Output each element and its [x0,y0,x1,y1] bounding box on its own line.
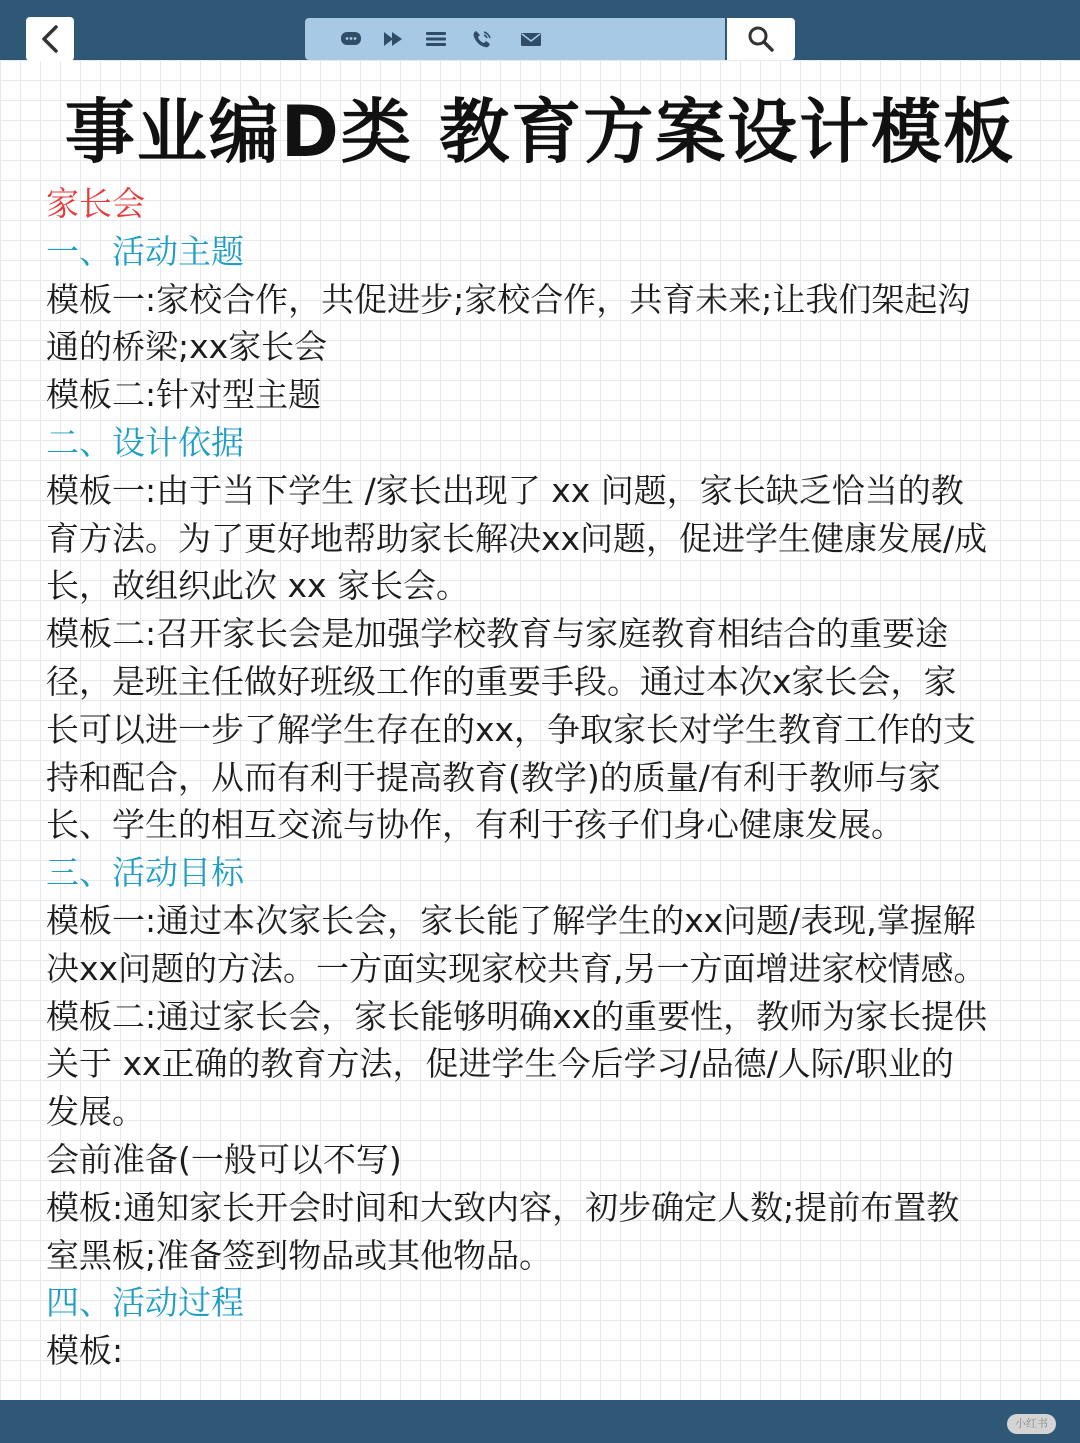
body-text-line: 长可以进一步了解学生存在的xx，争取家长对学生教育工作的支 [46,709,977,749]
section-heading: 一、活动主题 [46,231,244,271]
body-text-line: 决xx问题的方法。一方面实现家校共育,另一方面增进家校情感。 [46,948,987,988]
mail-icon[interactable] [520,29,542,49]
section-heading: 三、活动目标 [46,853,244,893]
body-text-line: 关于 xx正确的教育方法，促进学生今后学习/品德/人际/职业的 [46,1044,954,1084]
body-text-line: 通的桥梁;xx家长会 [46,327,328,367]
body-text-line: 径，是班主任做好班级工作的重要手段。通过本次x家长会，家 [46,661,957,701]
phone-icon[interactable] [471,29,493,49]
body-text-line: 模板: [46,1331,124,1371]
document-heading: 家长会 [46,184,145,223]
chat-bubble-icon[interactable] [340,29,362,49]
body-text-line: 发展。 [46,1092,145,1132]
section-heading: 二、设计依据 [46,422,244,462]
chevron-left-icon [39,24,61,54]
watermark-logo: 小红书 [1007,1414,1056,1434]
body-text-line: 模板二:针对型主题 [46,375,322,415]
body-text-line: 长、学生的相互交流与协作，有利于孩子们身心健康发展。 [46,805,904,845]
body-text-line: 会前准备(一般可以不写) [46,1139,402,1179]
body-text-line: 模板一:通过本次家长会，家长能了解学生的xx问题/表现,掌握解 [46,900,976,940]
body-text-line: 模板一:家校合作，共促进步;家校合作，共育未来;让我们架起沟 [46,279,971,319]
body-text-line: 育方法。为了更好地帮助家长解决xx问题，促进学生健康发展/成 [46,518,988,558]
fast-forward-icon[interactable] [382,29,404,49]
body-text-line: 模板二:通过家长会，家长能够明确xx的重要性，教师为家长提供 [46,996,988,1036]
body-text-line: 模板二:召开家长会是加强学校教育与家庭教育相结合的重要途 [46,614,949,654]
body-text-line: 室黑板;准备签到物品或其他物品。 [46,1235,553,1275]
search-icon [747,25,775,53]
page-title: 事业编D类 教育方案设计模板 [64,91,1016,173]
search-button[interactable] [727,18,795,60]
body-text-line: 模板:通知家长开会时间和大致内容，初步确定人数;提前布置教 [46,1187,960,1227]
top-toolbar [0,0,1080,60]
section-heading: 四、活动过程 [46,1283,244,1323]
back-button[interactable] [26,17,74,61]
toolbar-icon-group [305,18,725,60]
body-text-line: 持和配合，从而有利于提高教育(教学)的质量/有利于教师与家 [46,757,941,797]
list-icon[interactable] [425,29,447,49]
bottom-bar [0,1400,1080,1443]
document-body [46,180,1036,1375]
body-text-line: 模板一:由于当下学生 /家长出现了 xx 问题，家长缺乏恰当的教 [46,470,964,510]
body-text-line: 长，故组织此次 xx 家长会。 [46,566,470,606]
